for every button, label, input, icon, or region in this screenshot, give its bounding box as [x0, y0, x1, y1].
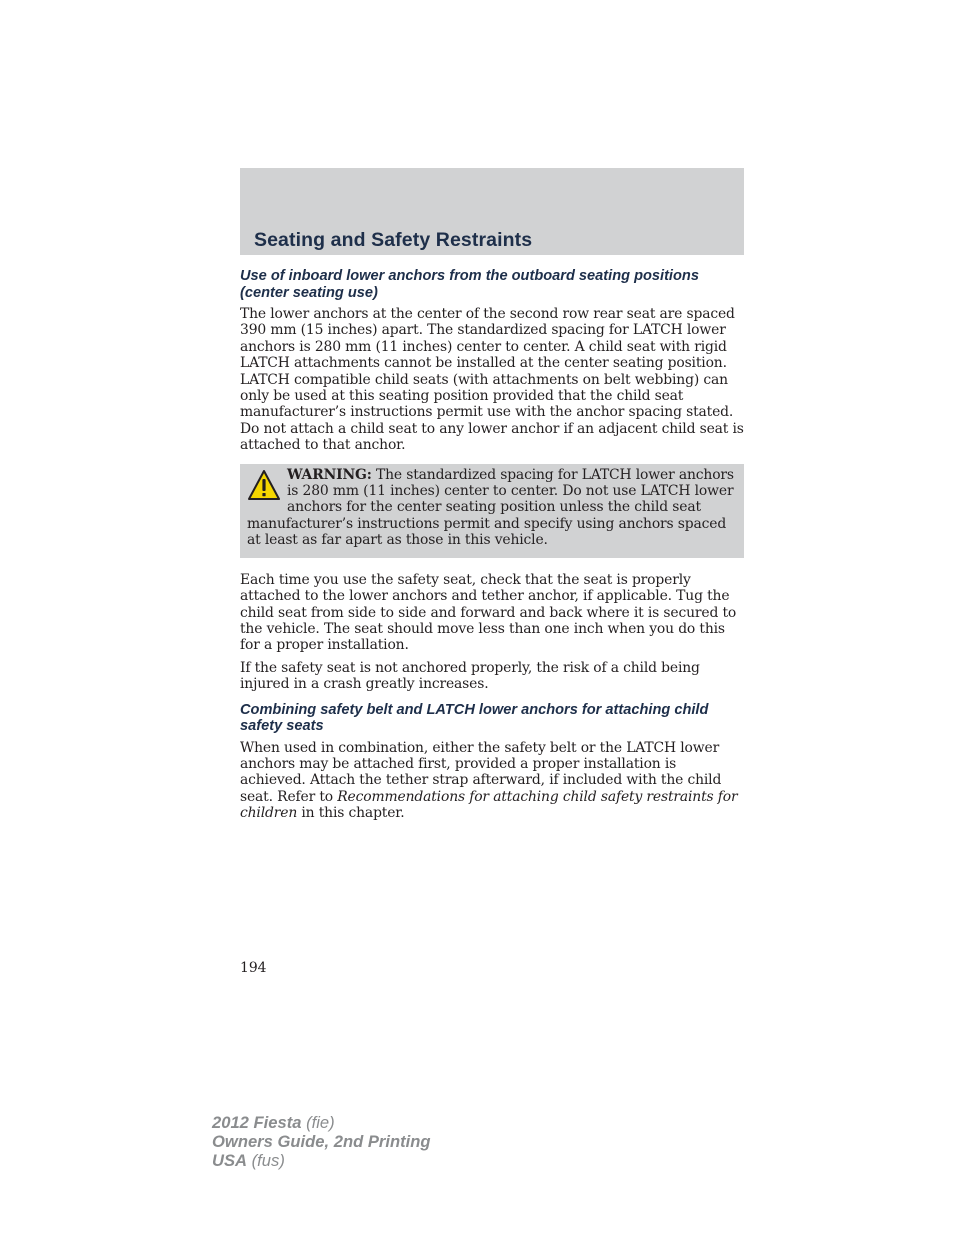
page-number: 194 — [240, 960, 267, 976]
footer-publication-info — [212, 1113, 431, 1170]
paragraph-combination-text: When used in combination, either the safety belt or the LATCH lower anchors may be attached first, provided a proper installation is achieved. Attach the tether strap afterward, if included with the child seat. Refer to — [240, 739, 722, 805]
warning-text: The standardized spacing for LATCH lower anchors is 280 mm (11 inches) center to center. Do not use LATCH lower anchors for the center seating position unless the child seat manufacturer’s instructions permit and specify using anchors spaced at least as far apart as those in this vehicle. — [247, 466, 734, 549]
footer-model-code: (fie) — [301, 1113, 335, 1132]
warning-triangle-icon — [247, 469, 281, 503]
footer-market: USA — [212, 1151, 248, 1170]
paragraph-anchor-risk: If the safety seat is not anchored properly, the risk of a child being injured in a crash greatly increases. — [240, 659, 700, 693]
cross-reference: Recommendations for attaching child safety restraints for children — [240, 788, 738, 822]
warning-box — [240, 464, 744, 558]
footer-model: 2012 Fiesta — [212, 1113, 302, 1132]
paragraph-check-installation: Each time you use the safety seat, check that the seat is properly attached to the lower anchors and tether anchor, if applicable. Tug the child seat from side to side and forward and back where it is secured to the vehicle. The seat should move less than one inch when you do this for a proper installation. — [240, 571, 737, 654]
paragraph-combination — [240, 740, 744, 822]
section-header-band — [240, 168, 744, 255]
section-title: Seating and Safety Restraints — [254, 229, 533, 251]
paragraph-lower-anchors: The lower anchors at the center of the second row rear seat are spaced 390 mm (15 inches) apart. The standardized spacing for LATCH lower anchors is 280 mm (11 inches) center to center. A child seat with rigid LATCH attachments cannot be installed at the center seating position. LATCH compatible child seats (with attachments on belt webbing) can only be used at this seating position provided that the child seat manufacturer’s instructions permit use with the anchor spacing stated. Do not attach a child seat to any lower anchor if an adjacent child seat is attached to that anchor. — [240, 306, 744, 454]
warning-label: WARNING: — [287, 466, 372, 483]
footer-guide: Owners Guide, 2nd Printing — [212, 1132, 431, 1151]
subheading-center-seating: Use of inboard lower anchors from the outboard seating positions (center seating use) — [240, 268, 699, 301]
footer-market-code: (fus) — [247, 1151, 285, 1170]
page-content — [240, 268, 744, 822]
subheading-combining: Combining safety belt and LATCH lower anchors for attaching child safety seats — [240, 701, 709, 735]
paragraph-combination-end: in this chapter. — [297, 805, 405, 822]
